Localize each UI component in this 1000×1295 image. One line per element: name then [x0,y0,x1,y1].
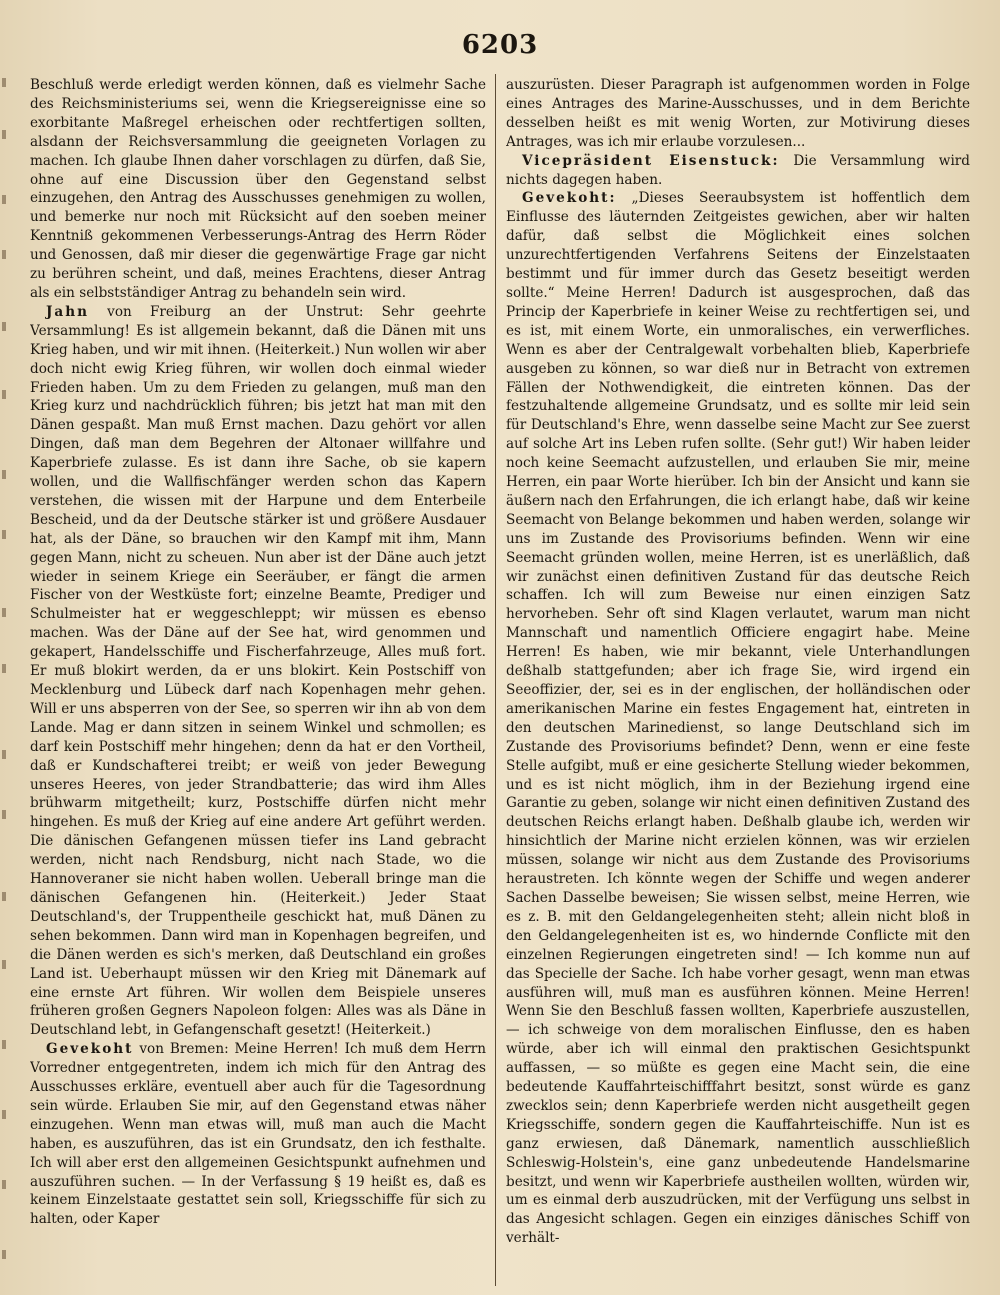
speaker-name: Gevekoht [46,1041,134,1058]
speaker-name: Jahn [46,303,90,320]
speaker-name: Vicepräsident Eisenstuck: [522,152,780,169]
paragraph-text: Die Versammlung wird nichts dagegen haben. [506,152,970,188]
right-column [506,76,970,1284]
paragraph-text: auszurüsten. Dieser Paragraph ist aufgenommen worden in Folge eines Antrages des Marine-Ausschusses, und in dem Berichte desselben heißt es mit wenig Worten, zur Motivirung dieses Antrages, was ich mir erlaube vorzulesen... [506,77,970,150]
paragraph-text: Beschluß werde erledigt werden können, daß es vielmehr Sache des Reichsministeriums sei, wenn die Kriegsereignisse eine so exorbitante Maßregel erheischen oder rechtfertigen sollten, alsdann der Reichsversammlung die geeigneten Vorlagen zu machen. Ich glaube Ihnen daher vorschlagen zu dürfen, daß Sie, ohne auf eine Discussion über den Gegenstand selbst einzugehen, den Antrag des Ausschusses genehmigen zu wollen, und bemerke nur noch mit Rücksicht auf den soeben meiner Kenntniß gekommenen Verbesserungs-Antrag des Herrn Röder und Genossen, daß mir dieser die gegenwärtige Frage gar nicht zu berühren scheint, und daß, meines Erachtens, dieser Antrag als ein selbstständiger Antrag zu behandeln sein wird. [30,77,486,301]
paragraph [506,189,970,1248]
paragraph [30,76,486,303]
paragraph-text: „Dieses Seeraubsystem ist hoffentlich dem Einflusse des läuternden Zeitgeistes gewichen, aber wir halten dafür, daß selbst die Möglichkeit eines solchen unzurechtfertigenden Verfahrens Seitens der Einzelstaaten bestimmt und für immer durch das Gesetz beseitigt werden sollte.“ Meine Herren! Dadurch ist ausgesprochen, daß das Princip der Kaperbriefe in keiner Weise zu rechtfertigen sei, und es ist, mit einem Worte, ein unmoralisches, ein verwerfliches. Wenn es aber der Centralgewalt vorbehalten blieb, Kaperbriefe ausgeben zu können, so war dieß nur in Betracht von extremen Fällen der Nothwendigkeit, die eintreten können. Das der festzuhaltende allgemeine Grundsatz, und es sollte mir leid sein für Deutschland's Ehre, wenn dasselbe seine Macht zur See zuerst auf solche Art ins Leben rufen sollte. (Sehr gut!) Wir haben leider noch keine Seemacht aufzustellen, und erlauben Sie mir, meine Herren, ein paar Worte hierüber. Ich bin der Ansicht und kann sie äußern nach den Erfahrungen, die ich erlangt habe, daß wir keine Seemacht von Belange bekommen und haben werden, solange wir uns im Zustande des Provisoriums befinden. Wenn wir eine Seemacht gründen wollen, meine Herren, ist es unerläßlich, daß wir zunächst einen definitiven Zustand für das deutsche Reich schaffen. Ich will zum Beweise nur einen einzigen Satz hervorheben. Sehr oft sind Klagen verlautet, warum man nicht Mannschaft und namentlich Officiere engagirt habe. Meine Herren! Es haben, wie mir bekannt, viele Unterhandlungen deßhalb stattgefunden; aber ich frage Sie, wird irgend ein Seeoffizier, der, sei es in der englischen, der holländischen oder amerikanischen Marine ein festes Engagement hat, eintreten in den deutschen Marinedienst, so lange Deutschland sich im Zustande des Provisoriums befindet? Denn, wenn er eine feste Stelle aufgibt, muß er eine gesicherte Stellung wieder bekommen, und es ist nicht möglich, ihm in der Beziehung irgend eine Garantie zu geben, solange wir nicht einen definitiven Zustand des deutschen Reichs erlangt haben. Deßhalb glaube ich, werden wir hinsichtlich der Marine nicht erzielen können, was wir erzielen müssen, solange wir nicht aus dem Zustande des Provisoriums heraustreten. Ich könnte wegen der Schiffe und wegen anderer Sachen Dasselbe beweisen; Sie wissen selbst, meine Herren, wie es z. B. mit den Geldangelegenheiten steht; allein nicht bloß in den Geldangelegenheiten ist es, wo hindernde Conflicte mit den einzelnen Regierungen eingetreten sind! — Ich komme nun auf das Specielle der Sache. Ich habe vorher gesagt, wenn man etwas ausführen will, muß man es ausführen können. Meine Herren! Wenn Sie den Beschluß fassen wollten, Kaperbriefe auszustellen, — ich schweige von dem moralischen Einflusse, den es haben würde, aber ich will einmal den praktischen Gesichtspunkt auffassen, — so müßte es gegen eine Macht sein, die eine bedeutende Kauffahrteischifffahrt besitzt, sonst würde es ganz zwecklos sein; denn Kaperbriefe werden nicht ausgetheilt gegen Kriegsschiffe, sondern gegen die Kauffahrteischiffe. Nun ist es ganz erwiesen, daß Dänemark, namentlich ausschließlich Schleswig-Holstein's, eine ganz unbedeutende Handelsmarine besitzt, und wenn wir Kaperbriefe austheilen wollten, würden wir, um es einmal derb auszudrücken, mit der Verfügung uns selbst in das Angesicht schlagen. Gegen ein einziges dänisches Schiff von verhält- [506,190,970,1247]
paragraph [30,1040,486,1229]
paragraph [506,76,970,152]
page-number: 6203 [461,30,539,60]
paragraph-text: von Bremen: Meine Herren! Ich muß dem Herrn Vorredner entgegentreten, indem ich mich für den Antrag des Ausschusses erkläre, eventuell aber auch für die Tagesordnung sein würde. Erlauben Sie mir, auf den Gegenstand etwas näher einzugehen. Wenn man etwas will, muß man auch die Macht haben, es auszuführen, das ist ein Grundsatz, den ich festhalte. Ich will aber erst den allgemeinen Gesichtspunkt aufnehmen und auszuführen suchen. — In der Verfassung § 19 heißt es, daß es keinem Einzelstaate gestattet sein soll, Kriegsschiffe für sich zu halten, oder Kaper [30,1041,486,1228]
paragraph [30,303,486,1040]
speaker-name: Gevekoht: [522,190,617,207]
margin-binding-marks [2,60,14,1280]
column-divider [495,74,496,1286]
paragraph [506,152,970,190]
paragraph-text: von Freiburg an der Unstrut: Sehr geehrte Versammlung! Es ist allgemein bekannt, daß die Dänen mit uns Krieg haben, und wir mit ihnen. (Heiterkeit.) Nun wollen wir aber doch nicht ewig Krieg führen, wir wollen doch einmal wieder Frieden haben. Um zu dem Frieden zu gelangen, muß man den Krieg kurz und nachdrücklich führen; bis jetzt hat man mit den Dänen gespaßt. Man muß Ernst machen. Dazu gehört vor allen Dingen, daß man dem Begehren der Altonaer willfahre und Kaperbriefe zulasse. Es ist dann ihre Sache, ob sie kapern wollen, und die Wallfischfänger werden schon das Kapern verstehen, die wissen mit der Harpune und dem Enterbeile Bescheid, und da der Deutsche stärker ist und größere Ausdauer hat, als der Däne, so brauchen wir den Kampf mit ihm, Mann gegen Mann, nicht zu scheuen. Nun aber ist der Däne auch jetzt wieder in seinem Kriege ein Seeräuber, er fängt die armen Fischer von der Westküste fort; einzelne Beamte, Prediger und Schulmeister hat er weggeschleppt; wir müssen es ebenso machen. Was der Däne auf der See hat, wird genommen und gekapert, Handelsschiffe und Fischerfahrzeuge, Alles muß fort. Er muß blokirt werden, da er uns blokirt. Kein Postschiff von Mecklenburg und Lübeck darf nach Kopenhagen mehr gehen. Will er uns absperren von der See, so sperren wir ihn ab von dem Lande. Mag er dann sitzen in seinem Winkel und schmollen; es darf kein Postschiff mehr hingehen; denn da hat er den Vortheil, daß er Kundschafterei treibt; er weiß von jeder Bewegung unseres Heeres, von jeder Strandbatterie; das wird ihm Alles brühwarm mitgetheilt; kurz, Postschiffe dürfen nicht mehr hingehen. Es muß der Krieg auf eine andere Art geführt werden. Die dänischen Gefangenen müssen tiefer ins Land gebracht werden, nicht nach Rendsburg, nicht nach Stade, wo die Hannoveraner sie nicht haben wollen. Ueberall bringe man die dänischen Gefangenen hin. (Heiterkeit.) Jeder Staat Deutschland's, der Truppentheile geschickt hat, muß Dänen zu sehen bekommen. Dann wird man in Kopenhagen begreifen, und die Dänen werden es sich's merken, daß Deutschland ein großes Land ist. Ueberhaupt müssen wir den Krieg mit Dänemark auf eine ernste Art führen. Wir wollen dem Beispiele unseres früheren großen Gegners Napoleon folgen: Alles was als Däne in Deutschland lebt, in Gefangenschaft gesetzt! (Heiterkeit.) [30,303,486,1039]
left-column [30,76,486,1284]
